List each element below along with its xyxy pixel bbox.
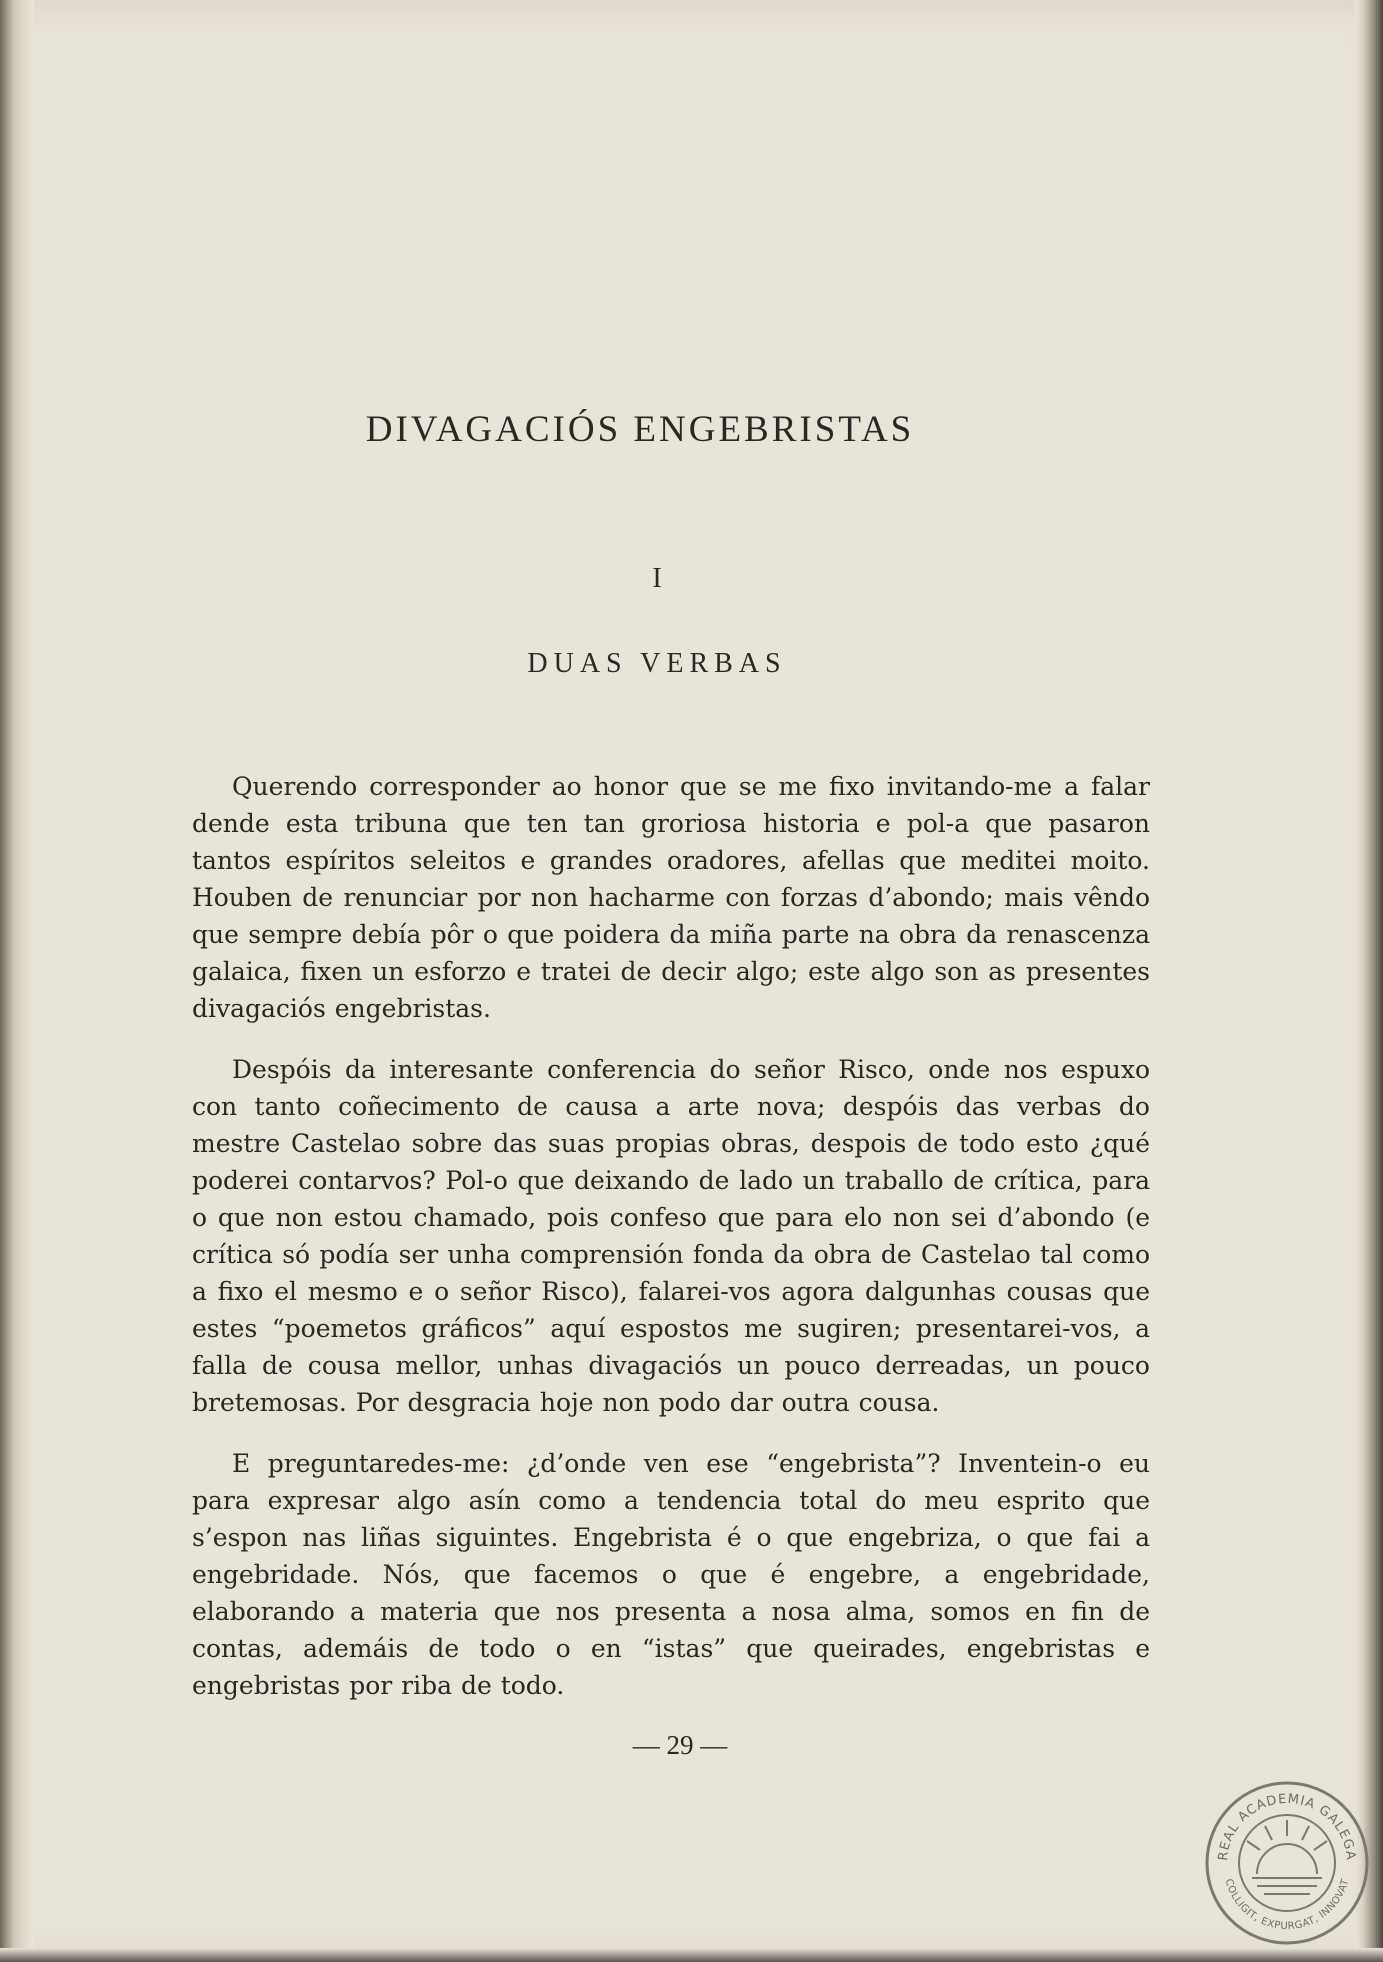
paragraph: Querendo corresponder ao honor que se me fixo invitando-me a falar dende esta tribuna que ten tan groriosa historia e pol-a que pasaron tantos espíritos seleitos e grandes oradores, afellas que meditei moito. Houben de renunciar por non hacharme con forzas d’abondo; mais vêndo que sempre debía pôr o que poidera da miña parte na obra da renascenza galaica, fixen un esforzo e tratei de decir algo; este algo son as presentes divagaciós engebristas.: [192, 772, 1150, 1023]
paragraph: Despóis da interesante conferencia do señor Risco, onde nos espuxo con tanto coñecimento de causa a arte nova; despóis das verbas do mestre Castelao sobre das suas propias obras, despois de todo esto ¿qué poderei contarvos? Pol-o que deixando de lado un traballo de crítica, para o que non estou chamado, pois confeso que para elo non sei d’abondo (e crítica só podía ser unha comprensión fonda da obra de Castelao tal como a fixo el mesmo e o señor Risco), falarei-vos agora dalgunhas cousas que estes “poemetos gráficos” aquí espostos me sugiren; presentarei-vos, a falla de cousa mellor, unhas divagaciós un pouco derreadas, un pouco bretemosas. Por desgracia hoje non podo dar outra cousa.: [192, 1055, 1150, 1417]
page-bottom-edge: [0, 1948, 1383, 1962]
chapter-numeral: I: [652, 563, 662, 594]
chapter-title: DUAS VERBAS: [527, 648, 787, 679]
page-number: — 29 —: [632, 1730, 728, 1760]
page-title: DIVAGACIÓS ENGEBRISTAS: [365, 409, 915, 450]
seal-bottom-text: COLLIGIT, EXPURGAT, INNOVAT: [1222, 1877, 1352, 1933]
page-binding-edge: [0, 0, 34, 1962]
academy-seal-stamp: [1202, 1778, 1372, 1948]
seal-top-text: REAL ACADEMIA GALEGA: [1215, 1791, 1359, 1862]
paragraph: E preguntaredes-me: ¿d’onde ven ese “engebrista”? Inventein-o eu para expresar algo asín como a tendencia total do meu esprito que s’espon nas liñas siguintes. Engebrista é o que engebriza, o que fai a engebridade. Nós, que facemos o que é engebre, a engebridade, elaborando a materia que nos presenta a nosa alma, somos en fin de contas, ademáis de todo o en “istas” que queirades, engebristas e engebristas por riba de todo.: [192, 1449, 1150, 1700]
body-text: [192, 768, 1150, 1728]
page-right-edge: [1355, 0, 1383, 1962]
seal-sunburst-icon: [1247, 1820, 1327, 1894]
